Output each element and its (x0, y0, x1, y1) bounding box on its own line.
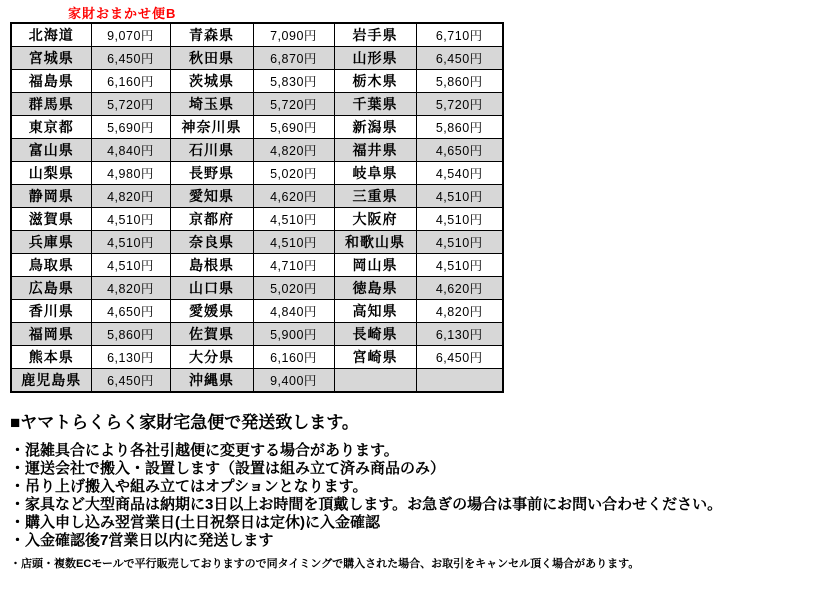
note-bullet: ・吊り上げ搬入や組み立てはオプションとなります。 (10, 478, 368, 495)
price-cell: 4,710円 (253, 254, 334, 277)
price-cell: 4,650円 (91, 300, 170, 323)
price-cell: 5,690円 (253, 116, 334, 139)
table-row (11, 323, 503, 346)
price-cell: 7,090円 (253, 23, 334, 47)
prefecture-cell: 青森県 (170, 23, 253, 47)
prefecture-cell: 岩手県 (334, 23, 416, 47)
prefecture-cell: 神奈川県 (170, 116, 253, 139)
table-row (11, 231, 503, 254)
page-title: 家財おまかせ便B (68, 6, 177, 21)
prefecture-cell: 滋賀県 (11, 208, 91, 231)
price-cell: 4,510円 (91, 254, 170, 277)
note-bullet: ・入金確認後7営業日以内に発送します (10, 532, 274, 549)
prefecture-cell: 愛知県 (170, 185, 253, 208)
price-cell: 6,130円 (416, 323, 503, 346)
price-cell: 5,020円 (253, 162, 334, 185)
prefecture-cell: 岐阜県 (334, 162, 416, 185)
prefecture-cell: 大分県 (170, 346, 253, 369)
prefecture-cell: 福岡県 (11, 323, 91, 346)
prefecture-cell: 広島県 (11, 277, 91, 300)
table-row (11, 139, 503, 162)
note-bullet: ・購入申し込み翌営業日(土日祝祭日は定休)に入金確認 (10, 514, 380, 531)
prefecture-cell: 山梨県 (11, 162, 91, 185)
price-cell (416, 369, 503, 393)
table-row (11, 116, 503, 139)
prefecture-cell: 熊本県 (11, 346, 91, 369)
price-cell: 5,860円 (416, 116, 503, 139)
price-cell: 5,830円 (253, 70, 334, 93)
prefecture-cell: 秋田県 (170, 47, 253, 70)
price-cell: 6,130円 (91, 346, 170, 369)
prefecture-cell: 鹿児島県 (11, 369, 91, 393)
price-cell: 6,450円 (416, 346, 503, 369)
prefecture-cell: 島根県 (170, 254, 253, 277)
price-cell: 5,690円 (91, 116, 170, 139)
prefecture-cell: 山形県 (334, 47, 416, 70)
prefecture-cell: 福島県 (11, 70, 91, 93)
table-row (11, 47, 503, 70)
table-row (11, 254, 503, 277)
price-cell: 4,510円 (91, 208, 170, 231)
price-cell: 9,400円 (253, 369, 334, 393)
prefecture-cell: 京都府 (170, 208, 253, 231)
price-cell: 4,510円 (416, 185, 503, 208)
price-cell: 6,160円 (91, 70, 170, 93)
price-cell: 4,510円 (253, 208, 334, 231)
price-cell: 4,840円 (91, 139, 170, 162)
prefecture-cell: 兵庫県 (11, 231, 91, 254)
table-row (11, 93, 503, 116)
prefecture-cell: 長野県 (170, 162, 253, 185)
prefecture-cell: 香川県 (11, 300, 91, 323)
prefecture-cell: 静岡県 (11, 185, 91, 208)
price-cell: 4,510円 (91, 231, 170, 254)
prefecture-cell: 宮城県 (11, 47, 91, 70)
prefecture-cell: 山口県 (170, 277, 253, 300)
note-bullet: ・家具など大型商品は納期に3日以上お時間を頂戴します。お急ぎの場合は事前にお問い合わせください。 (10, 496, 723, 513)
price-cell: 5,720円 (416, 93, 503, 116)
prefecture-cell: 石川県 (170, 139, 253, 162)
price-cell: 5,720円 (253, 93, 334, 116)
price-cell: 4,820円 (91, 185, 170, 208)
price-cell: 4,820円 (416, 300, 503, 323)
table-row (11, 208, 503, 231)
notes-section (10, 412, 810, 571)
table-row (11, 346, 503, 369)
prefecture-cell (334, 369, 416, 393)
price-cell: 6,160円 (253, 346, 334, 369)
price-cell: 4,820円 (253, 139, 334, 162)
notes-bullets (10, 442, 810, 550)
price-cell: 4,620円 (416, 277, 503, 300)
price-cell: 4,510円 (416, 231, 503, 254)
prefecture-cell: 佐賀県 (170, 323, 253, 346)
price-cell: 9,070円 (91, 23, 170, 47)
prefecture-cell: 千葉県 (334, 93, 416, 116)
price-cell: 6,710円 (416, 23, 503, 47)
price-cell: 4,510円 (253, 231, 334, 254)
table-row (11, 185, 503, 208)
table-row (11, 70, 503, 93)
prefecture-cell: 茨城県 (170, 70, 253, 93)
prefecture-cell: 鳥取県 (11, 254, 91, 277)
note-bullet: ・運送会社で搬入・設置します（設置は組み立て済み商品のみ） (10, 460, 446, 477)
table-row (11, 369, 503, 393)
notes-heading: ■ヤマトらくらく家財宅急便で発送致します。 (10, 413, 359, 432)
prefecture-cell: 東京都 (11, 116, 91, 139)
table-row (11, 277, 503, 300)
prefecture-cell: 高知県 (334, 300, 416, 323)
prefecture-cell: 愛媛県 (170, 300, 253, 323)
shipping-fee-table (10, 22, 504, 393)
prefecture-cell: 福井県 (334, 139, 416, 162)
table-row (11, 23, 503, 47)
price-cell: 6,450円 (416, 47, 503, 70)
price-cell: 4,540円 (416, 162, 503, 185)
note-bullet: ・混雑具合により各社引越便に変更する場合があります。 (10, 442, 399, 459)
prefecture-cell: 宮崎県 (334, 346, 416, 369)
price-cell: 4,510円 (416, 208, 503, 231)
price-cell: 4,820円 (91, 277, 170, 300)
price-cell: 6,450円 (91, 369, 170, 393)
prefecture-cell: 富山県 (11, 139, 91, 162)
price-cell: 5,020円 (253, 277, 334, 300)
prefecture-cell: 群馬県 (11, 93, 91, 116)
prefecture-cell: 栃木県 (334, 70, 416, 93)
price-cell: 4,840円 (253, 300, 334, 323)
price-cell: 4,620円 (253, 185, 334, 208)
price-cell: 4,650円 (416, 139, 503, 162)
price-cell: 5,900円 (253, 323, 334, 346)
price-cell: 4,980円 (91, 162, 170, 185)
prefecture-cell: 新潟県 (334, 116, 416, 139)
price-cell: 6,450円 (91, 47, 170, 70)
prefecture-cell: 和歌山県 (334, 231, 416, 254)
table-row (11, 300, 503, 323)
table-row (11, 162, 503, 185)
prefecture-cell: 北海道 (11, 23, 91, 47)
price-cell: 4,510円 (416, 254, 503, 277)
price-cell: 5,860円 (91, 323, 170, 346)
prefecture-cell: 大阪府 (334, 208, 416, 231)
prefecture-cell: 沖縄県 (170, 369, 253, 393)
prefecture-cell: 奈良県 (170, 231, 253, 254)
fine-print: ・店頭・複数ECモールで平行販売しておりますので同タイミングで購入された場合、お取引をキャンセル頂く場合があります。 (10, 558, 640, 570)
prefecture-cell: 長崎県 (334, 323, 416, 346)
price-cell: 6,870円 (253, 47, 334, 70)
price-cell: 5,720円 (91, 93, 170, 116)
price-cell: 5,860円 (416, 70, 503, 93)
prefecture-cell: 三重県 (334, 185, 416, 208)
prefecture-cell: 徳島県 (334, 277, 416, 300)
prefecture-cell: 埼玉県 (170, 93, 253, 116)
prefecture-cell: 岡山県 (334, 254, 416, 277)
